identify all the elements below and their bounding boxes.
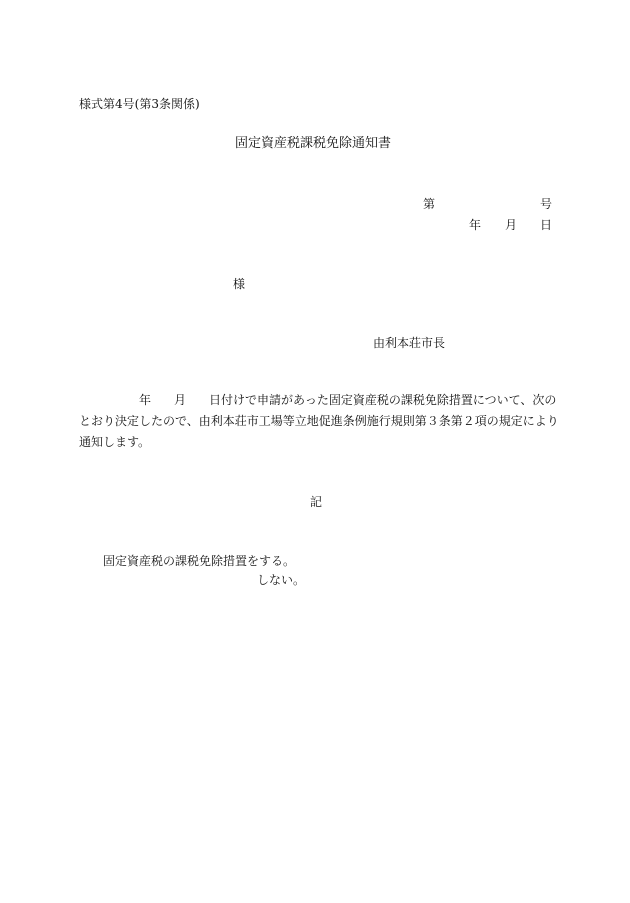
document-title: 固定資産税課税免除通知書 (235, 136, 392, 151)
form-number: 様式第4号(第3条関係) (79, 97, 200, 111)
issuer: 由利本荘市長 (373, 336, 446, 350)
body-line-1: 日付けで申請があった固定資産税の課税免除措置について、次の (209, 393, 557, 407)
decision-line-2: しない。 (257, 573, 306, 587)
date-year: 年 (469, 218, 482, 232)
date-day: 日 (540, 218, 553, 232)
body-date-year: 年 (139, 393, 152, 407)
body-line-3: 通知します。 (79, 435, 151, 449)
doc-number-suffix: 号 (540, 197, 553, 211)
body-line-2: とおり決定したので、由利本荘市工場等立地促進条例施行規則第３条第２項の規定により (79, 414, 559, 428)
doc-number-prefix: 第 (423, 197, 436, 211)
date-month: 月 (505, 218, 518, 232)
body-date-month: 月 (174, 393, 187, 407)
addressee-suffix: 様 (233, 277, 246, 291)
record-label: 記 (310, 495, 323, 509)
decision-line-1: 固定資産税の課税免除措置をする。 (103, 554, 296, 568)
